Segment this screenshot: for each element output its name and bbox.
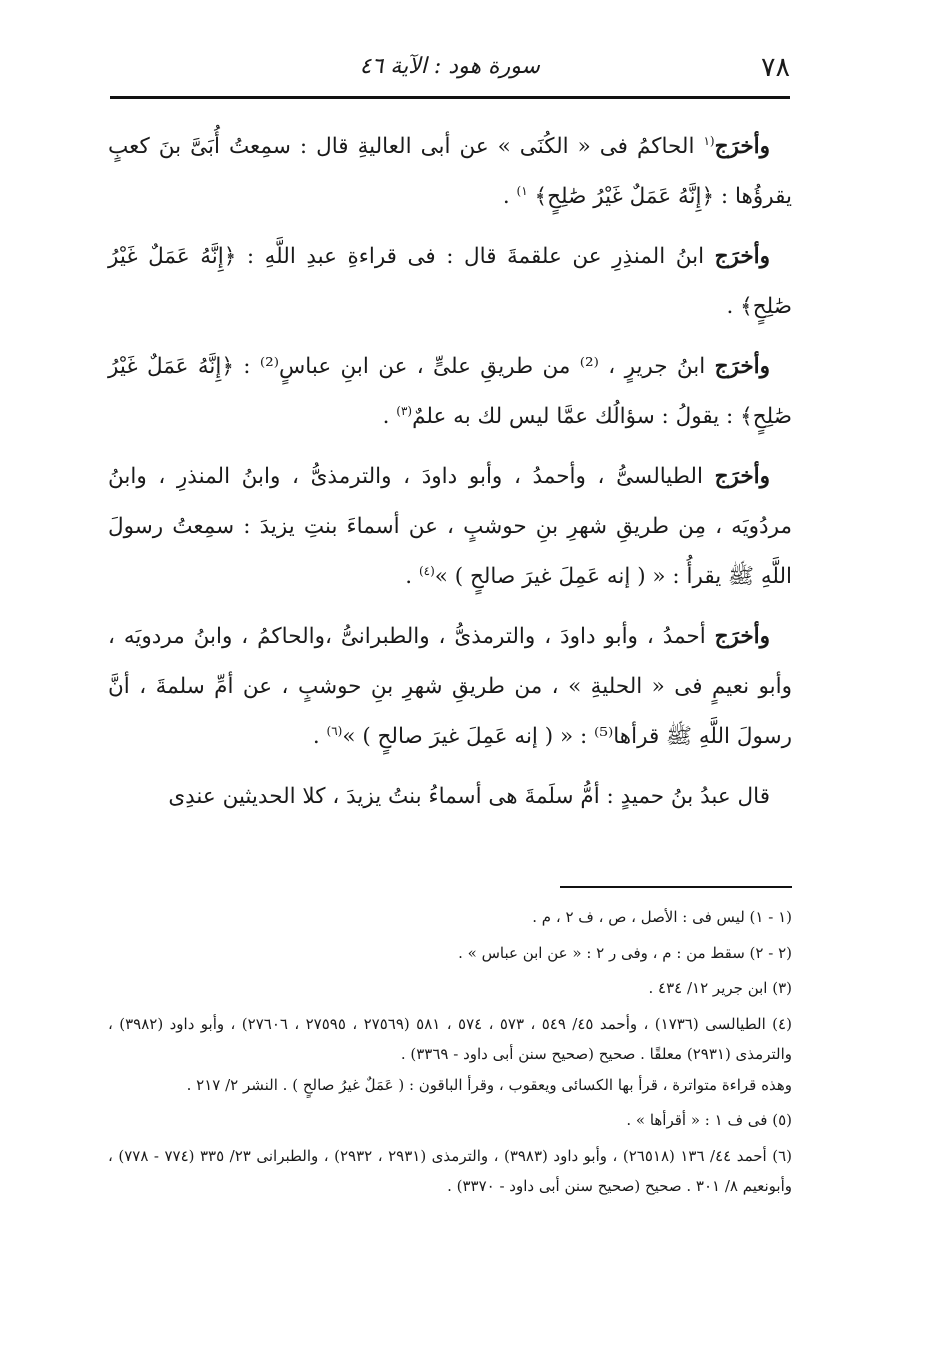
footnote-marker: (٤)	[418, 563, 435, 578]
paragraph	[108, 612, 792, 762]
header-rule	[110, 96, 790, 99]
paragraph-tail: .	[382, 404, 397, 429]
running-header	[110, 52, 790, 92]
footnote	[108, 1105, 792, 1136]
footnote	[108, 938, 792, 969]
footnote-marker: ١)	[516, 183, 528, 198]
footnote-continuation: وهذه قراءة متواترة ، قرأ بها الكسائى ويعقوب ، وقرأ الباقون : ( عَمَلٌ غيرُ صالحٍ ) . النشر ٢/ ٢١٧ .	[186, 1075, 792, 1094]
paragraph	[108, 122, 792, 222]
footnote-marker: (٣)	[396, 403, 413, 418]
paragraph-lead: وأخرَج	[714, 134, 770, 159]
page-number: ٧٨	[760, 52, 790, 83]
paragraph	[108, 452, 792, 602]
paragraph-lead: وأخرَج	[714, 624, 770, 649]
footnote	[108, 973, 792, 1004]
paragraph	[108, 342, 792, 442]
paragraph-text: ابنُ جريرٍ ، ⁽²⁾ من طريقِ علىٍّ ، عن ابنِ عباسٍ⁽²⁾ : ﴿إِنَّهُ عَمَلٌ غَيْرُ صَٰلِحٍ﴾ : يقولُ : سؤالُك عمَّا ليس لك به علمٌ	[108, 354, 792, 429]
paragraph-lead: وأخرَج	[714, 354, 771, 379]
paragraph-tail: .	[312, 724, 327, 749]
paragraph-tail: .	[405, 564, 419, 589]
paragraph-text: ابنُ المنذِرِ عن علقمةَ قال : فى قراءةِ عبدِ اللَّهِ : ﴿إِنَّهُ عَمَلٌ غَيْرُ صَٰلِحٍ﴾ .	[108, 244, 792, 319]
footnote-text: (٣) ابن جرير ١٢/ ٤٣٤ .	[648, 979, 792, 997]
paragraph-text: أحمدُ ، وأبو داودَ ، والترمذىُّ ، والطبرانىُّ ،والحاكمُ ، وابنُ مردويَه ، وأبو نعيمٍ فى « الحليةِ » ، من طريقِ شهرِ بنِ حوشبٍ ، عن أمِّ سلمةَ ، أنَّ رسولَ اللَّهِ ﷺ قرأها⁽⁵⁾ : « ( إنه عَمِلَ غيرَ صالحٍ ) »	[108, 624, 792, 749]
paragraph-text: الحاكمُ فى « الكُنَى » عن أبى العاليةِ قال : سمِعتُ أُبَىَّ بنَ كعبٍ يقرؤُها : ﴿إِنَّهُ عَمَلٌ غَيْرُ صَٰلِحٍ﴾	[108, 134, 792, 209]
paragraph-text: الطيالسىُّ ، وأحمدُ ، وأبو داودَ ، والترمذىُّ ، وابنُ المنذرِ ، وابنُ مردُويَه ، مِن طريقِ شهرِ بنِ حوشبٍ ، عن أسماءَ بنتِ يزيدَ : سمِعتُ رسولَ اللَّهِ ﷺ يقرأُ : « ( إنه عَمِلَ غيرَ صالحٍ ) »	[108, 464, 792, 589]
header-title: سورة هود : الآية ٤٦	[359, 54, 540, 79]
paragraph	[108, 772, 792, 822]
paragraph-tail: .	[502, 184, 517, 209]
footnote-marker: (١	[703, 133, 715, 148]
footnote	[108, 902, 792, 933]
paragraph	[108, 232, 792, 332]
footnote	[108, 1141, 792, 1202]
footnote-text: (٦) أحمد ٤٤/ ١٣٦ (٢٦٥١٨) ، وأبو داود (٣٩٨٣) ، والترمذى (٢٩٣١ ، ٢٩٣٢) ، والطبرانى ٢٣/ ٣٣٥ (٧٧٤ - ٧٧٨) ، وأبونعيم ٨/ ٣٠١ . صحيح (صحيح سنن أبى داود - ٣٣٧٠) .	[108, 1146, 792, 1195]
footnote-marker: (٦)	[326, 723, 343, 738]
footnotes	[108, 902, 792, 1207]
footnote-text: (٢ - ٢) سقط من : م ، وفى ر ٢ : « عن ابن عباس » .	[458, 943, 792, 962]
footnote-text: (٤) الطيالسى (١٧٣٦) ، وأحمد ٤٥/ ٥٤٩ ، ٥٧٣ ، ٥٧٤ ، ٥٨١ (٢٧٥٦٩ ، ٢٧٥٩٥ ، ٢٧٦٠٦) ، وأبو داود (٣٩٨٢) ، والترمذى (٢٩٣١) معلقًا . صحيح (صحيح سنن أبى داود - ٣٣٦٩) .	[108, 1014, 792, 1063]
paragraph-text: قال عبدُ بنُ حميدٍ : أمُّ سلَمةَ هى أسماءُ بنتُ يزيدَ ، كلا الحديثين عندِى	[168, 784, 770, 809]
paragraph-lead: وأخرَج	[714, 464, 771, 489]
footnote-rule	[560, 886, 792, 888]
footnote-text: (١ - ١) ليس فى : الأصل ، ص ، ف ٢ ، م .	[532, 908, 792, 926]
footnote-text: (٥) فى ف ١ : « أقرأها » .	[626, 1111, 792, 1129]
footnote	[108, 1009, 792, 1101]
main-text	[108, 122, 792, 832]
paragraph-lead: وأخرَج	[714, 244, 770, 269]
